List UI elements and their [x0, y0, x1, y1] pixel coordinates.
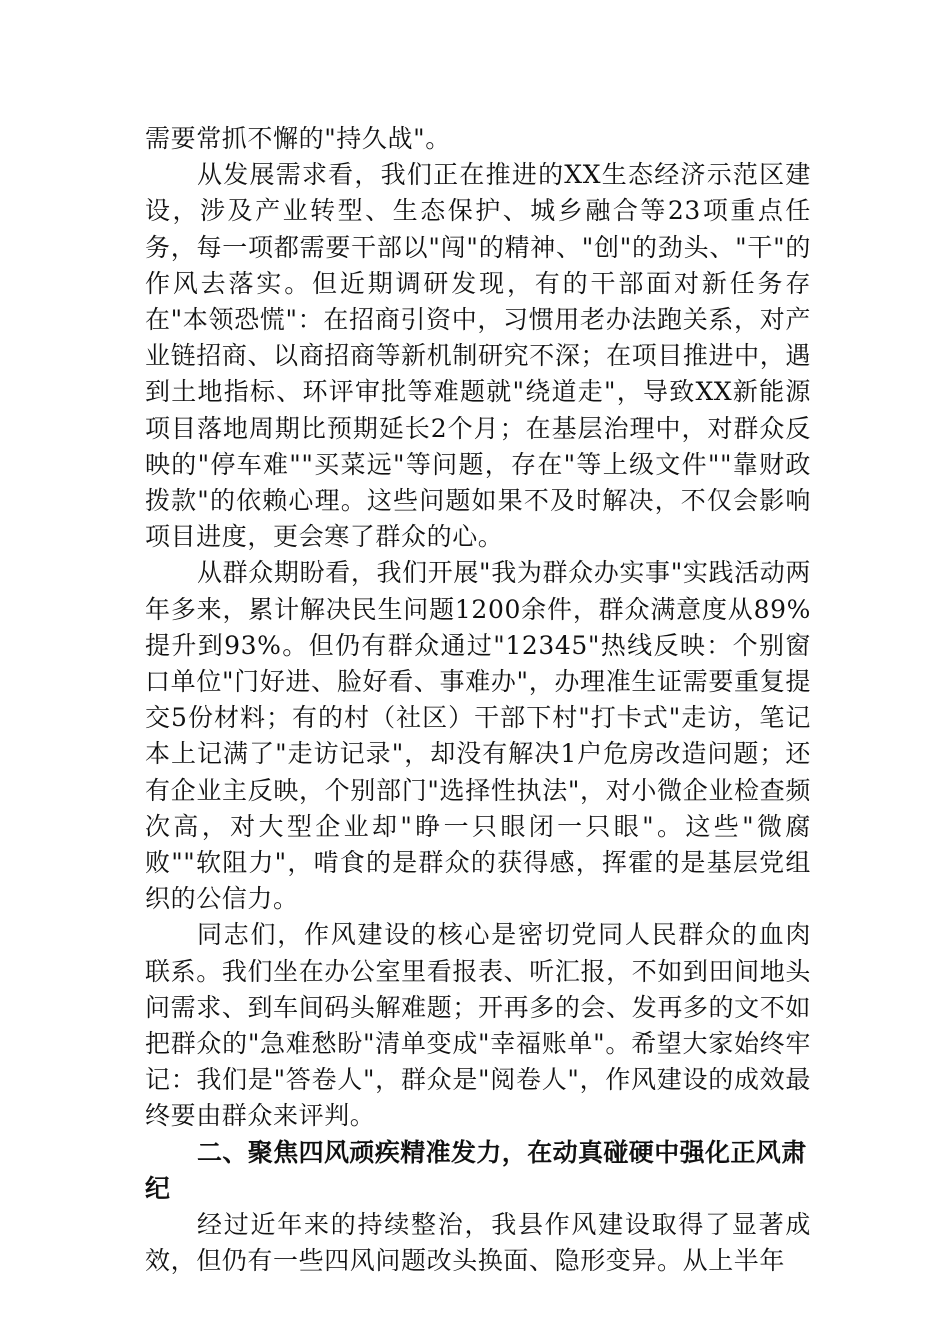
section-heading: 二、聚焦四风顽疾精准发力，在动真碰硬中强化正风肃纪: [145, 1137, 807, 1203]
paragraph-section-two-start: 经过近年来的持续整治，我县作风建设取得了显著成效，但仍有一些四风问题改头换面、隐形变异。从上半年: [145, 1210, 811, 1276]
document-body: [145, 121, 811, 1280]
paragraph-development-needs: 从发展需求看，我们正在推进的XX生态经济示范区建设，涉及产业转型、生态保护、城乡融合等23项重点任务，每一项都需要干部以"闯"的精神、"创"的劲头、"干"的作风去落实。但近期调研发现，有的干部面对新任务存在"本领恐慌"：在招商引资中，习惯用老办法跑关系，对产业链招商、以商招商等新机制研究不深；在项目推进中，遇到土地指标、环评审批等难题就"绕道走"，导致XX新能源项目落地周期比预期延长2个月；在基层治理中，对群众反映的"停车难""买菜远"等问题，存在"等上级文件""靠财政拨款"的依赖心理。这些问题如果不及时解决，不仅会影响项目进度，更会寒了群众的心。: [145, 160, 811, 552]
paragraph-continuation: 需要常抓不懈的"持久战"。: [145, 124, 451, 153]
paragraph-comrades: 同志们，作风建设的核心是密切党同人民群众的血肉联系。我们坐在办公室里看报表、听汇报，不如到田间地头问需求、到车间码头解难题；开再多的会、发再多的文不如把群众的"急难愁盼"清单变成"幸福账单"。希望大家始终牢记：我们是"答卷人"，群众是"阅卷人"，作风建设的成效最终要由群众来评判。: [145, 920, 811, 1131]
paragraph-public-expectations: 从群众期盼看，我们开展"我为群众办实事"实践活动两年多来，累计解决民生问题1200余件，群众满意度从89%提升到93%。但仍有群众通过"12345"热线反映：个别窗口单位"门好进、脸好看、事难办"，办理准生证需要重复提交5份材料；有的村（社区）干部下村"打卡式"走访，笔记本上记满了"走访记录"，却没有解决1户危房改造问题；还有企业主反映，个别部门"选择性执法"，对小微企业检查频次高，对大型企业却"睁一只眼闭一只眼"。这些"微腐败""软阻力"，啃食的是群众的获得感，挥霍的是基层党组织的公信力。: [145, 558, 811, 914]
